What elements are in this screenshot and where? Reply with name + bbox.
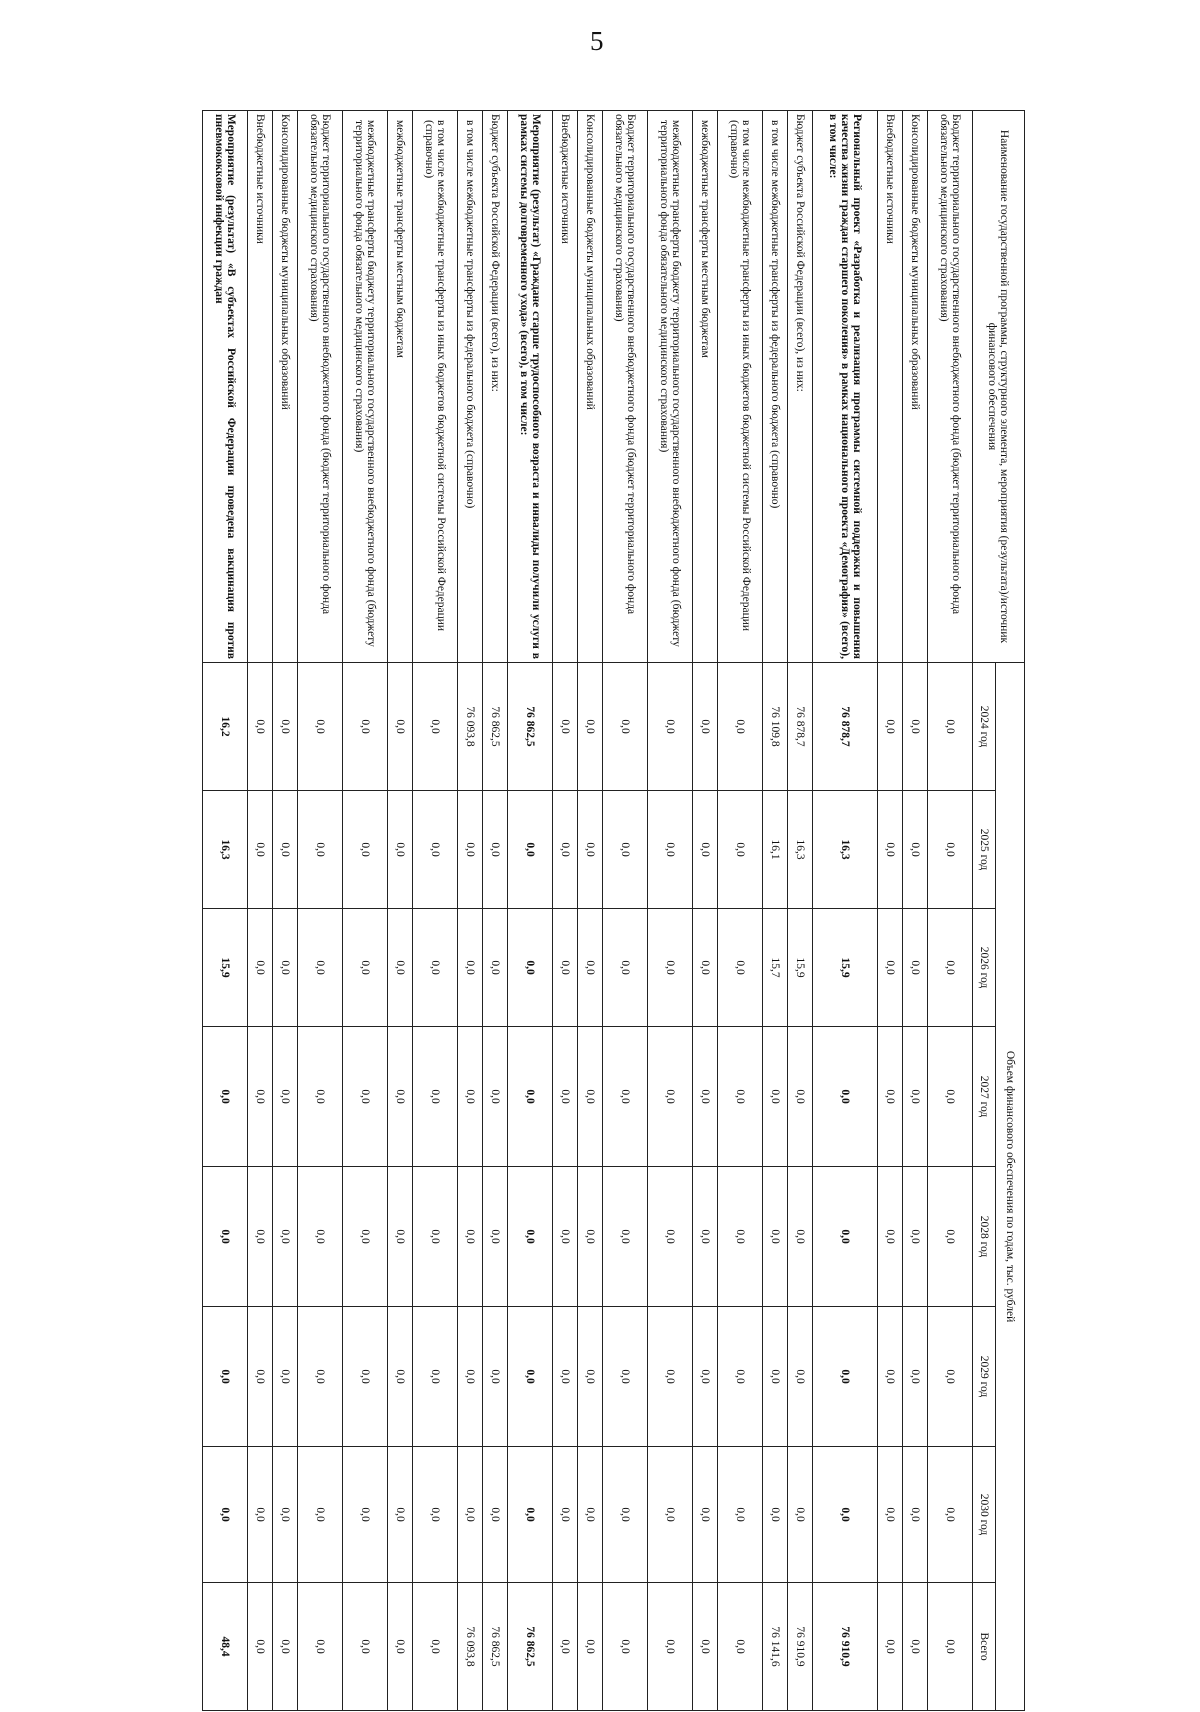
row-total-cell: 0,0 <box>343 1583 388 1711</box>
row-value-cell: 15,9 <box>203 909 248 1027</box>
table-row <box>718 111 763 1711</box>
row-value-cell: 0,0 <box>813 1027 878 1167</box>
row-value-cell: 0,0 <box>648 1307 693 1447</box>
row-value-cell: 0,0 <box>413 1167 458 1307</box>
row-total-cell: 0,0 <box>578 1583 603 1711</box>
row-value-cell: 0,0 <box>648 1027 693 1167</box>
row-value-cell: 0,0 <box>458 1027 483 1167</box>
table-row <box>388 111 413 1711</box>
row-value-cell: 0,0 <box>693 1167 718 1307</box>
row-total-cell: 76 862,5 <box>483 1583 508 1711</box>
row-value-cell: 0,0 <box>928 1167 973 1307</box>
row-value-cell: 0,0 <box>603 663 648 791</box>
table-row <box>928 111 973 1711</box>
row-value-cell: 0,0 <box>813 1167 878 1307</box>
table-row <box>483 111 508 1711</box>
row-value-cell: 0,0 <box>388 1307 413 1447</box>
row-total-cell: 0,0 <box>903 1583 928 1711</box>
row-name-cell: в том числе межбюджетные трансферты из федерального бюджета (справочно) <box>458 111 483 663</box>
row-value-cell: 0,0 <box>343 909 388 1027</box>
row-value-cell: 0,0 <box>553 909 578 1027</box>
row-total-cell: 48,4 <box>203 1583 248 1711</box>
row-value-cell: 0,0 <box>298 909 343 1027</box>
row-value-cell: 0,0 <box>458 1307 483 1447</box>
row-total-cell: 0,0 <box>648 1583 693 1711</box>
row-value-cell: 0,0 <box>273 1447 298 1583</box>
row-name-cell: Внебюджетные источники <box>878 111 903 663</box>
row-value-cell: 0,0 <box>878 1447 903 1583</box>
row-value-cell: 0,0 <box>578 1167 603 1307</box>
row-total-cell: 0,0 <box>928 1583 973 1711</box>
row-value-cell: 0,0 <box>203 1307 248 1447</box>
row-value-cell: 76 878,7 <box>788 663 813 791</box>
row-value-cell: 0,0 <box>648 909 693 1027</box>
row-value-cell: 0,0 <box>718 663 763 791</box>
row-value-cell: 0,0 <box>648 663 693 791</box>
table-row <box>248 111 273 1711</box>
row-name-cell: Бюджет субъекта Российской Федерации (всего), из них: <box>483 111 508 663</box>
row-value-cell: 0,0 <box>578 1447 603 1583</box>
row-value-cell: 0,0 <box>343 1167 388 1307</box>
row-name-cell: в том числе межбюджетные трансферты из иных бюджетов бюджетной системы Российской Федерации (справочно) <box>718 111 763 663</box>
row-value-cell: 0,0 <box>928 663 973 791</box>
row-value-cell: 0,0 <box>693 909 718 1027</box>
row-total-cell: 0,0 <box>603 1583 648 1711</box>
row-value-cell: 0,0 <box>603 1167 648 1307</box>
table-row <box>273 111 298 1711</box>
row-value-cell: 0,0 <box>763 1167 788 1307</box>
row-value-cell: 0,0 <box>928 1027 973 1167</box>
row-value-cell: 0,0 <box>693 791 718 909</box>
row-value-cell: 0,0 <box>458 1167 483 1307</box>
table-body <box>203 111 973 1711</box>
row-name-cell: межбюджетные трансферты бюджету территориального государственного внебюджетного фонда (бюджету территориального фонда обязательного медицинского страхования) <box>648 111 693 663</box>
row-value-cell: 0,0 <box>788 1307 813 1447</box>
table-row <box>648 111 693 1711</box>
row-value-cell: 0,0 <box>648 1167 693 1307</box>
table-row <box>553 111 578 1711</box>
row-name-cell: межбюджетные трансферты бюджету территориального государственного внебюджетного фонда (бюджету территориального фонда обязательного медицинского страхования) <box>343 111 388 663</box>
row-value-cell: 0,0 <box>903 1307 928 1447</box>
row-value-cell: 0,0 <box>298 663 343 791</box>
row-value-cell: 0,0 <box>203 1027 248 1167</box>
table-row <box>578 111 603 1711</box>
header-volume-group: Объем финансового обеспечения по годам, тыс. рублей <box>996 663 1025 1711</box>
row-value-cell: 0,0 <box>298 791 343 909</box>
row-value-cell: 0,0 <box>343 663 388 791</box>
row-value-cell: 0,0 <box>903 1167 928 1307</box>
row-value-cell: 0,0 <box>813 1307 878 1447</box>
row-value-cell: 0,0 <box>603 1027 648 1167</box>
row-value-cell: 0,0 <box>693 1027 718 1167</box>
row-value-cell: 0,0 <box>458 1447 483 1583</box>
row-value-cell: 0,0 <box>298 1447 343 1583</box>
row-value-cell: 0,0 <box>553 1027 578 1167</box>
row-total-cell: 76 093,8 <box>458 1583 483 1711</box>
row-value-cell: 16,3 <box>203 791 248 909</box>
row-value-cell: 0,0 <box>903 1447 928 1583</box>
row-value-cell: 0,0 <box>413 909 458 1027</box>
header-year: 2024 год <box>973 663 996 791</box>
row-value-cell: 0,0 <box>718 1167 763 1307</box>
row-value-cell: 0,0 <box>413 663 458 791</box>
row-value-cell: 0,0 <box>458 791 483 909</box>
row-value-cell: 0,0 <box>508 909 553 1027</box>
row-value-cell: 0,0 <box>718 791 763 909</box>
row-value-cell: 0,0 <box>928 1307 973 1447</box>
row-value-cell: 76 109,8 <box>763 663 788 791</box>
table-row <box>413 111 458 1711</box>
row-value-cell: 0,0 <box>718 1307 763 1447</box>
row-value-cell: 0,0 <box>578 1027 603 1167</box>
row-value-cell: 0,0 <box>578 791 603 909</box>
row-value-cell: 0,0 <box>878 663 903 791</box>
row-value-cell: 0,0 <box>298 1027 343 1167</box>
row-value-cell: 0,0 <box>578 909 603 1027</box>
table-row <box>458 111 483 1711</box>
page-number: 5 <box>590 26 604 56</box>
row-value-cell: 0,0 <box>763 1447 788 1583</box>
row-value-cell: 0,0 <box>273 1167 298 1307</box>
table-row <box>693 111 718 1711</box>
row-value-cell: 0,0 <box>248 1167 273 1307</box>
row-value-cell: 0,0 <box>508 791 553 909</box>
row-value-cell: 76 093,8 <box>458 663 483 791</box>
row-total-cell: 0,0 <box>248 1583 273 1711</box>
row-value-cell: 0,0 <box>693 1447 718 1583</box>
row-value-cell: 0,0 <box>388 663 413 791</box>
row-value-cell: 0,0 <box>248 663 273 791</box>
header-year: 2027 год <box>973 1027 996 1167</box>
row-value-cell: 0,0 <box>553 663 578 791</box>
row-name-cell: Консолидированные бюджеты муниципальных образований <box>903 111 928 663</box>
row-value-cell: 0,0 <box>508 1167 553 1307</box>
row-name-cell: Бюджет территориального государственного внебюджетного фонда (бюджет территориального фонда обязательного медицинского страхования) <box>298 111 343 663</box>
row-value-cell: 0,0 <box>648 791 693 909</box>
row-value-cell: 0,0 <box>388 909 413 1027</box>
row-value-cell: 0,0 <box>578 663 603 791</box>
table-row <box>603 111 648 1711</box>
table-row <box>878 111 903 1711</box>
row-name-cell: Мероприятие (результат) «Граждане старше трудоспособного возраста и инвалиды получили услуги в рамках системы долговременного ухода» (всего), в том числе: <box>508 111 553 663</box>
row-name-cell: Консолидированные бюджеты муниципальных образований <box>273 111 298 663</box>
header-year: 2029 год <box>973 1307 996 1447</box>
row-value-cell: 0,0 <box>878 791 903 909</box>
row-value-cell: 0,0 <box>413 1027 458 1167</box>
row-value-cell: 0,0 <box>298 1167 343 1307</box>
row-value-cell: 0,0 <box>343 1447 388 1583</box>
row-value-cell: 0,0 <box>878 1167 903 1307</box>
row-value-cell: 16,3 <box>813 791 878 909</box>
row-value-cell: 0,0 <box>388 1447 413 1583</box>
row-total-cell: 76 141,6 <box>763 1583 788 1711</box>
row-value-cell: 0,0 <box>248 1447 273 1583</box>
header-year: 2025 год <box>973 791 996 909</box>
row-total-cell: 0,0 <box>553 1583 578 1711</box>
row-value-cell: 0,0 <box>203 1167 248 1307</box>
row-name-cell: межбюджетные трансферты местным бюджетам <box>693 111 718 663</box>
row-value-cell: 0,0 <box>603 1307 648 1447</box>
row-value-cell: 0,0 <box>903 1027 928 1167</box>
row-value-cell: 0,0 <box>248 909 273 1027</box>
row-value-cell: 0,0 <box>553 1447 578 1583</box>
table-row <box>343 111 388 1711</box>
row-name-cell: в том числе межбюджетные трансферты из федерального бюджета (справочно) <box>763 111 788 663</box>
row-value-cell: 0,0 <box>343 1307 388 1447</box>
row-value-cell: 0,0 <box>903 663 928 791</box>
row-value-cell: 0,0 <box>458 909 483 1027</box>
row-value-cell: 0,0 <box>413 791 458 909</box>
row-total-cell: 0,0 <box>298 1583 343 1711</box>
row-total-cell: 0,0 <box>718 1583 763 1711</box>
table-row <box>298 111 343 1711</box>
row-value-cell: 0,0 <box>903 909 928 1027</box>
row-value-cell: 0,0 <box>788 1167 813 1307</box>
row-value-cell: 0,0 <box>508 1307 553 1447</box>
header-total: Всего <box>973 1583 996 1711</box>
row-value-cell: 16,1 <box>763 791 788 909</box>
row-total-cell: 76 910,9 <box>788 1583 813 1711</box>
row-value-cell: 0,0 <box>763 1307 788 1447</box>
row-value-cell: 0,0 <box>553 1167 578 1307</box>
row-value-cell: 0,0 <box>603 1447 648 1583</box>
header-year: 2026 год <box>973 909 996 1027</box>
row-value-cell: 0,0 <box>388 791 413 909</box>
row-value-cell: 0,0 <box>343 791 388 909</box>
row-value-cell: 0,0 <box>928 791 973 909</box>
row-value-cell: 0,0 <box>603 791 648 909</box>
row-value-cell: 0,0 <box>273 1307 298 1447</box>
row-value-cell: 0,0 <box>483 1167 508 1307</box>
row-total-cell: 0,0 <box>413 1583 458 1711</box>
rotated-table-container <box>202 110 1025 1710</box>
row-total-cell: 0,0 <box>388 1583 413 1711</box>
row-value-cell: 0,0 <box>483 1307 508 1447</box>
row-value-cell: 0,0 <box>273 663 298 791</box>
row-value-cell: 0,0 <box>413 1307 458 1447</box>
row-value-cell: 0,0 <box>248 1027 273 1167</box>
row-name-cell: Внебюджетные источники <box>553 111 578 663</box>
header-name-column: Наименование государственной программы, структурного элемента, мероприятия (результата)/источник финансового обеспечения <box>973 111 1025 663</box>
row-value-cell: 76 862,5 <box>483 663 508 791</box>
table-row <box>813 111 878 1711</box>
row-value-cell: 0,0 <box>343 1027 388 1167</box>
row-value-cell: 0,0 <box>483 909 508 1027</box>
row-value-cell: 0,0 <box>203 1447 248 1583</box>
row-value-cell: 0,0 <box>928 1447 973 1583</box>
row-value-cell: 0,0 <box>273 909 298 1027</box>
row-value-cell: 0,0 <box>248 1307 273 1447</box>
row-total-cell: 76 910,9 <box>813 1583 878 1711</box>
financing-table <box>202 110 1025 1711</box>
row-name-cell: Бюджет территориального государственного внебюджетного фонда (бюджет территориального фонда обязательного медицинского страхования) <box>603 111 648 663</box>
row-total-cell: 0,0 <box>693 1583 718 1711</box>
row-value-cell: 0,0 <box>388 1027 413 1167</box>
row-value-cell: 0,0 <box>603 909 648 1027</box>
row-value-cell: 0,0 <box>813 1447 878 1583</box>
row-value-cell: 0,0 <box>298 1307 343 1447</box>
row-value-cell: 0,0 <box>553 1307 578 1447</box>
row-name-cell: межбюджетные трансферты местным бюджетам <box>388 111 413 663</box>
row-value-cell: 0,0 <box>878 1027 903 1167</box>
row-value-cell: 76 878,7 <box>813 663 878 791</box>
row-value-cell: 0,0 <box>273 791 298 909</box>
row-name-cell: в том числе межбюджетные трансферты из иных бюджетов бюджетной системы Российской Федерации (справочно) <box>413 111 458 663</box>
table-row <box>788 111 813 1711</box>
row-value-cell: 0,0 <box>553 791 578 909</box>
row-value-cell: 15,9 <box>813 909 878 1027</box>
row-value-cell: 0,0 <box>648 1447 693 1583</box>
row-value-cell: 16,3 <box>788 791 813 909</box>
row-value-cell: 15,9 <box>788 909 813 1027</box>
row-total-cell: 76 862,5 <box>508 1583 553 1711</box>
row-value-cell: 0,0 <box>763 1027 788 1167</box>
row-value-cell: 0,0 <box>483 1447 508 1583</box>
row-value-cell: 0,0 <box>718 909 763 1027</box>
row-value-cell: 76 862,5 <box>508 663 553 791</box>
row-value-cell: 0,0 <box>483 791 508 909</box>
table-row <box>508 111 553 1711</box>
row-value-cell: 0,0 <box>248 791 273 909</box>
row-value-cell: 0,0 <box>578 1307 603 1447</box>
row-value-cell: 0,0 <box>878 1307 903 1447</box>
row-name-cell: Бюджет территориального государственного внебюджетного фонда (бюджет территориального фонда обязательного медицинского страхования) <box>928 111 973 663</box>
row-value-cell: 0,0 <box>388 1167 413 1307</box>
row-name-cell: Внебюджетные источники <box>248 111 273 663</box>
row-value-cell: 0,0 <box>693 663 718 791</box>
header-year: 2028 год <box>973 1167 996 1307</box>
row-value-cell: 15,7 <box>763 909 788 1027</box>
row-value-cell: 0,0 <box>273 1027 298 1167</box>
row-value-cell: 0,0 <box>413 1447 458 1583</box>
row-total-cell: 0,0 <box>273 1583 298 1711</box>
row-value-cell: 0,0 <box>508 1447 553 1583</box>
row-value-cell: 0,0 <box>788 1027 813 1167</box>
table-row <box>763 111 788 1711</box>
row-name-cell: Мероприятие (результат) «В субъектах Российской Федерации проведена вакцинация против пневмококковой инфекции граждан <box>203 111 248 663</box>
table-row <box>903 111 928 1711</box>
row-value-cell: 0,0 <box>928 909 973 1027</box>
row-name-cell: Региональный проект «Разработка и реализация программы системной поддержки и повышения качества жизни граждан старшего поколения» в рамках национального проекта «Демография» (всего), в том числе: <box>813 111 878 663</box>
row-value-cell: 0,0 <box>903 791 928 909</box>
row-name-cell: Бюджет субъекта Российской Федерации (всего), из них: <box>788 111 813 663</box>
row-value-cell: 0,0 <box>483 1027 508 1167</box>
row-value-cell: 16,2 <box>203 663 248 791</box>
row-value-cell: 0,0 <box>878 909 903 1027</box>
row-value-cell: 0,0 <box>693 1307 718 1447</box>
row-value-cell: 0,0 <box>718 1447 763 1583</box>
row-total-cell: 0,0 <box>878 1583 903 1711</box>
row-value-cell: 0,0 <box>718 1027 763 1167</box>
row-value-cell: 0,0 <box>788 1447 813 1583</box>
table-row <box>203 111 248 1711</box>
row-name-cell: Консолидированные бюджеты муниципальных образований <box>578 111 603 663</box>
row-value-cell: 0,0 <box>508 1027 553 1167</box>
header-year: 2030 год <box>973 1447 996 1583</box>
